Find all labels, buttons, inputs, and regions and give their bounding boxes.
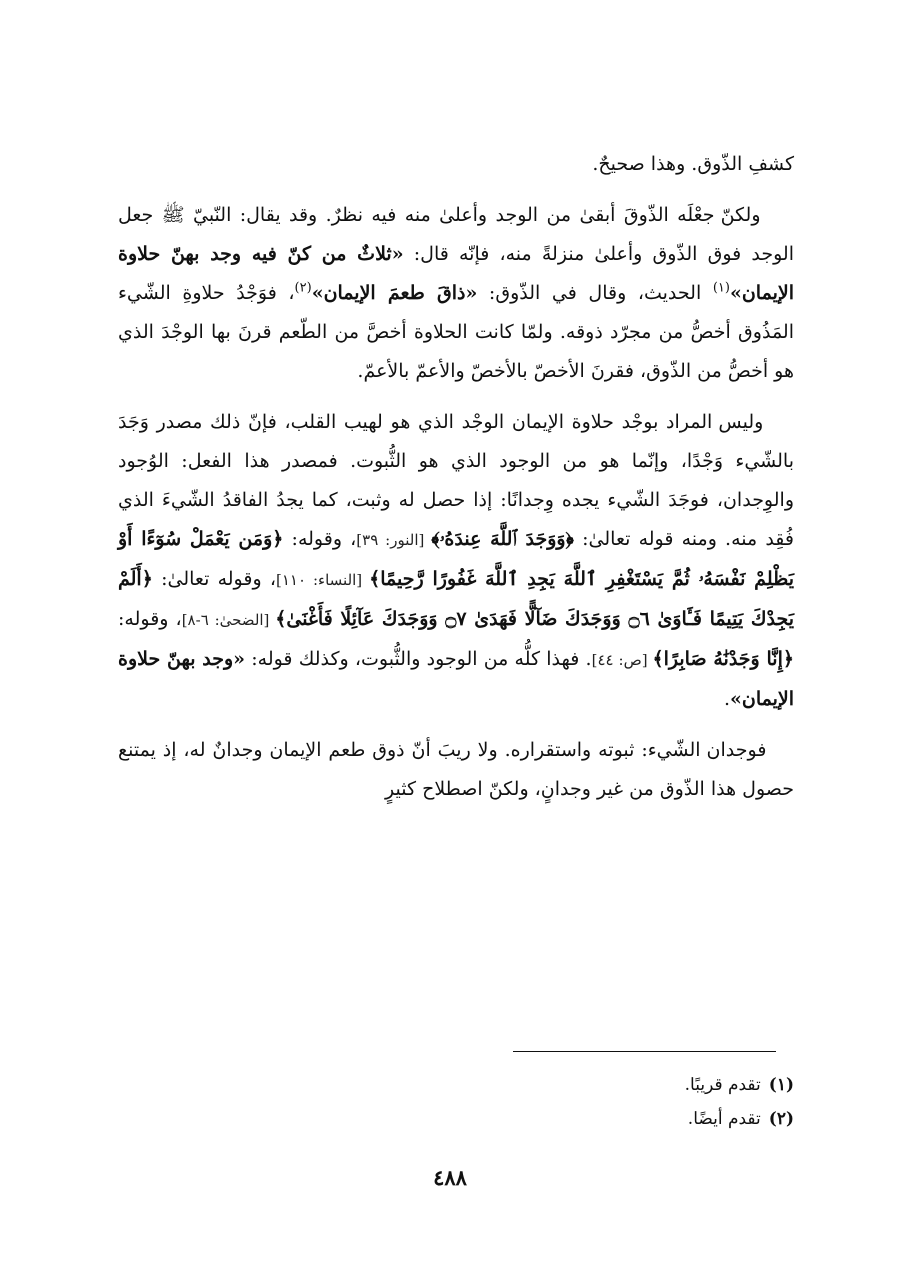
text-segment: ، وقوله: (283, 528, 357, 550)
text-segment: وليس المراد بوجْد حلاوة الإيمان الوجْد الذي هو لهيب القلب، فإنّ ذلك مصدر وَجَدَ بالشّيء وَجْدًا، وإنّما هو من الوجود الذي هو الثُّبوت. فمصدر هذا الفعل: الوُجود والوِجدان، فوجَدَ الشّيء يجده وِجدانًا: إذا حصل له وثبت، كما يجدُ الفاقدُ الشّيءَ الذي فُقِد منه. ومنه قوله تعالىٰ: (118, 411, 795, 550)
hadith-quote: «ثلاثٌ من كنّ فيه وجد بهنّ حلاوة الإيمان» (118, 243, 794, 304)
footnote-ref: (١) (712, 280, 730, 296)
hadith-quote: «ذاقَ طعمَ الإيمان» (311, 282, 478, 304)
footnote-number: (١) (768, 1075, 794, 1095)
verse-reference: [ص: ٤٤] (591, 651, 653, 669)
text-segment: . (723, 688, 730, 710)
text-segment: ، فوَجْدُ حلاوةِ الشّيء المَذُوق أخصُّ من مجرّد ذوقه. ولمّا كانت الحلاوة أخصَّ من الطّعم قرنَ بها الوجْدَ الذي هو أخصُّ من الذّوق، فقرنَ الأخصّ بالأخصّ والأعمّ بالأعمّ. (118, 282, 794, 382)
quran-verse: ﴿إِنَّا وَجَدْنَٰهُ صَابِرًا﴾ (652, 648, 794, 670)
footnote-ref: (٢) (294, 280, 312, 296)
footnote-2 (294, 1102, 794, 1136)
paragraph-4 (118, 731, 794, 809)
footnote-divider (513, 1051, 776, 1052)
quran-verse: ﴿وَوَجَدَ ٱللَّهَ عِندَهُۥ﴾ (431, 528, 574, 550)
quran-verse: ﴿وَمَن يَعْمَلْ سُوٓءًا أَوْ يَظْلِمْ نَفْسَهُۥ ثُمَّ يَسْتَغْفِرِ ٱللَّهَ يَجِدِ ٱللَّهَ غَفُورًا رَّحِيمًا﴾ (118, 528, 794, 590)
verse-reference: [النور: ٣٩] (356, 531, 432, 549)
verse-reference: [النساء: ١١٠] (276, 571, 370, 589)
text-segment: ، وقوله تعالىٰ: (152, 568, 276, 590)
quran-verse: ﴿أَلَمْ يَجِدْكَ يَتِيمًا فَـَٔاوَىٰ ۝٦ وَوَجَدَكَ ضَآلًّا فَهَدَىٰ ۝٧ وَوَجَدَكَ عَآئِلًا فَأَغْنَىٰ﴾ (118, 568, 795, 630)
hadith-quote: «وجد بهنّ حلاوة الإيمان» (118, 648, 794, 710)
main-text (118, 145, 794, 809)
paragraph-2 (118, 196, 794, 391)
text-segment: فوجدان الشّيء: ثبوته واستقراره. ولا ريبَ أنّ ذوق طعم الإيمان وجدانٌ له، إذ يمتنع حصول هذا الذّوق من غير وجدانٍ، ولكنّ اصطلاح كثيرٍ (118, 739, 794, 800)
footnotes (294, 1068, 794, 1136)
text-segment: الحديث، وقال في الذّوق: (477, 282, 713, 304)
verse-reference: [الضحىٰ: ٦-٨] (181, 611, 276, 629)
footnote-text: تقدم قريبًا. (684, 1075, 761, 1095)
text-segment: ، وقوله: (118, 608, 182, 630)
footnote-1 (294, 1068, 794, 1102)
paragraph-3 (118, 403, 794, 719)
footnote-number: (٢) (768, 1109, 794, 1129)
text-segment: ولكنّ جعْلَه الذّوقَ أبقىٰ من الوجد وأعلىٰ منه فيه نظرٌ. وقد يقال: النّبيّ ﷺ جعل الوجد فوق الذّوق وأعلىٰ منزلةً منه، فإنّه قال: (118, 204, 794, 265)
text-segment: . فهذا كلُّه من الوجود والثُّبوت، وكذلك قوله: (245, 648, 592, 670)
paragraph-1: كشفِ الذّوق. وهذا صحيحٌ. (592, 153, 794, 175)
page-number: ٤٨٨ (433, 1165, 467, 1190)
footnote-text: تقدم أيضًا. (687, 1109, 761, 1129)
